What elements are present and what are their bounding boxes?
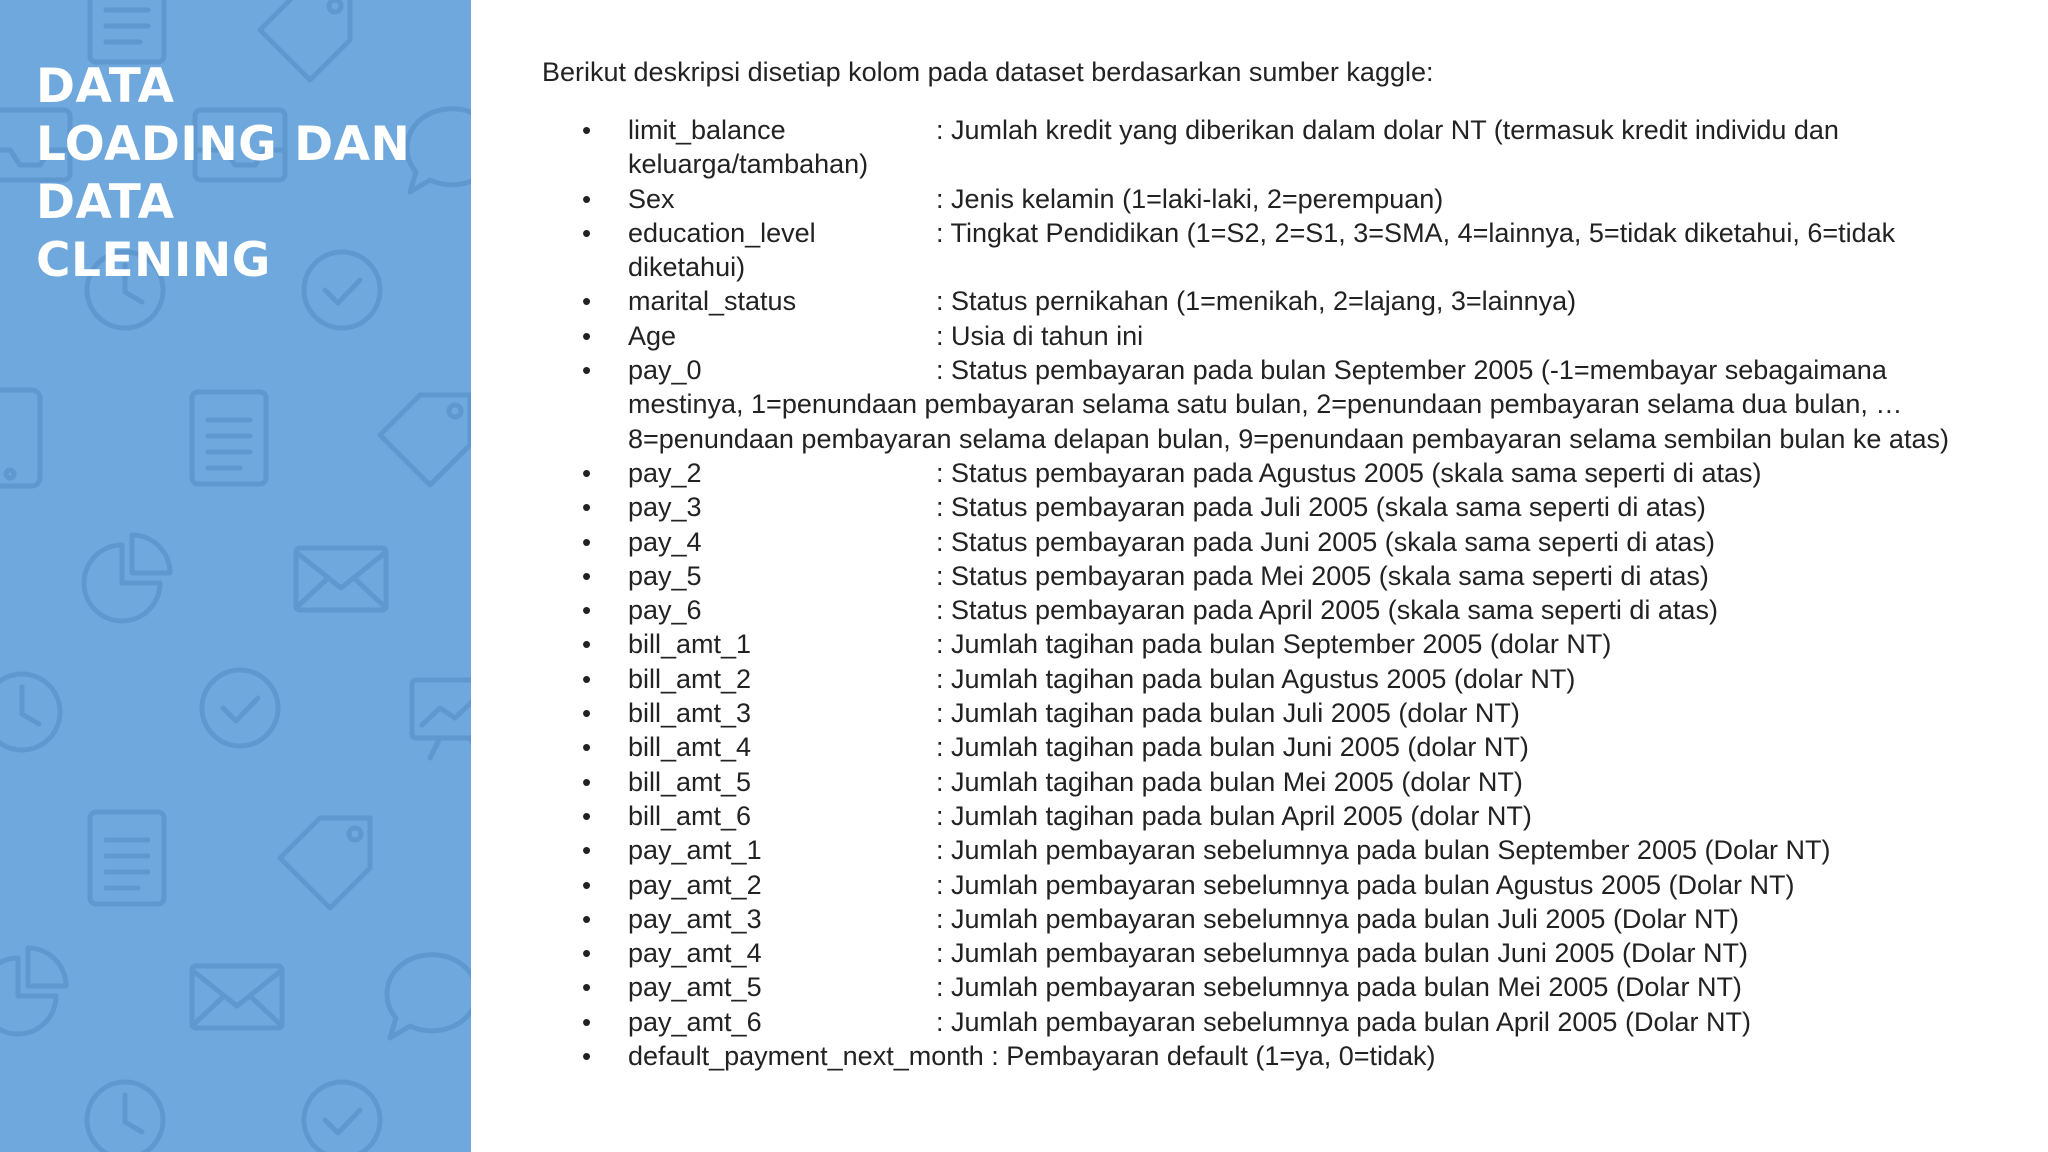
field-name: bill_amt_6 (628, 800, 752, 831)
bullet-dot: • (582, 217, 592, 248)
field-description: : Status pembayaran pada bulan September 2005 (-1=membayar sebagaimana mestinya, 1=penundaan pembayaran selama satu bulan, 2=penundaan pembayaran selama dua bulan, … 8=penundaan pembayaran selama delapan bulan, 9=penundaan pembayaran selama sembilan bulan ke atas) (628, 355, 1949, 454)
check-circle-icon (202, 670, 278, 746)
field-description: : Status pembayaran pada Mei 2005 (skala sama seperti di atas) (936, 560, 1709, 591)
bullet-dot: • (582, 698, 592, 729)
check-circle-icon (304, 1082, 380, 1152)
field-name: marital_status (628, 286, 797, 317)
bullet-dot: • (582, 355, 592, 386)
slide-title: DATA LOADING DAN DATA CLENING (36, 59, 411, 288)
field-name: default_payment_next_month (628, 1041, 984, 1072)
field-list-item (542, 765, 2002, 799)
field-list-item (542, 284, 2002, 318)
pie-chart-icon (0, 948, 66, 1034)
bullet-dot: • (582, 972, 592, 1003)
field-name: pay_2 (628, 457, 702, 488)
field-name: Age (628, 320, 677, 351)
bullet-dot: • (582, 732, 592, 763)
title-side-panel (0, 0, 471, 1152)
field-list-item (542, 216, 2002, 285)
field-list-item (542, 319, 2002, 353)
field-name: bill_amt_2 (628, 663, 752, 694)
bullet-dot: • (582, 835, 592, 866)
field-description: : Jumlah tagihan pada bulan April 2005 (dolar NT) (936, 800, 1532, 831)
field-description: : Status pembayaran pada April 2005 (skala sama seperti di atas) (936, 595, 1718, 626)
presentation-board-icon (412, 680, 471, 758)
field-list-item (542, 456, 2002, 490)
field-name: pay_amt_1 (628, 835, 762, 866)
field-list-item (542, 113, 2002, 182)
bullet-dot: • (582, 595, 592, 626)
bullet-dot: • (582, 903, 592, 934)
field-description: : Jumlah tagihan pada bulan Mei 2005 (dolar NT) (936, 766, 1523, 797)
field-name: pay_3 (628, 492, 702, 523)
field-list-item (542, 936, 2002, 970)
field-name: education_level (628, 217, 816, 248)
field-name: pay_amt_3 (628, 903, 762, 934)
field-name: pay_amt_2 (628, 869, 762, 900)
envelope-icon (192, 966, 282, 1028)
field-name: limit_balance (628, 115, 786, 145)
field-list-item (542, 182, 2002, 216)
field-list-item (542, 525, 2002, 559)
field-name: pay_amt_5 (628, 972, 762, 1003)
bullet-dot: • (582, 115, 592, 145)
field-description: : Jumlah pembayaran sebelumnya pada bulan Agustus 2005 (Dolar NT) (936, 869, 1795, 900)
field-name: pay_0 (628, 355, 702, 386)
field-list-item (542, 627, 2002, 661)
field-description: : Jumlah pembayaran sebelumnya pada bulan Juni 2005 (Dolar NT) (936, 938, 1748, 969)
document-icon (90, 812, 164, 904)
bullet-dot: • (582, 869, 592, 900)
intro-text: Berikut deskripsi disetiap kolom pada dataset berdasarkan sumber kaggle: (542, 57, 1434, 87)
bullet-dot: • (582, 629, 592, 660)
bullet-dot: • (582, 938, 592, 969)
field-description: : Jumlah tagihan pada bulan Agustus 2005 (dolar NT) (936, 663, 1576, 694)
field-description: : Status pernikahan (1=menikah, 2=lajang, 3=lainnya) (936, 286, 1577, 317)
field-description: : Status pembayaran pada Juni 2005 (skala sama seperti di atas) (936, 526, 1715, 557)
field-description: : Usia di tahun ini (936, 320, 1144, 351)
field-description: : Pembayaran default (1=ya, 0=tidak) (991, 1041, 1436, 1072)
field-name: pay_amt_6 (628, 1006, 762, 1037)
field-name: bill_amt_1 (628, 629, 752, 660)
field-description: : Tingkat Pendidikan (1=S2, 2=S1, 3=SMA, 4=lainnya, 5=tidak diketahui, 6=tidak diketahui) (628, 217, 1896, 283)
envelope-icon (296, 548, 386, 610)
field-name: bill_amt_4 (628, 732, 752, 763)
field-name: bill_amt_5 (628, 766, 752, 797)
field-description: : Jumlah kredit yang diberikan dalam dolar NT (termasuk kredit individu dan keluarga/tambahan) (628, 115, 1839, 180)
field-description: : Jumlah tagihan pada bulan September 2005 (dolar NT) (936, 629, 1612, 660)
field-description: : Jumlah pembayaran sebelumnya pada bulan September 2005 (Dolar NT) (936, 835, 1831, 866)
content-area (542, 52, 2002, 1073)
field-list-item (542, 1039, 2002, 1073)
bullet-dot: • (582, 320, 592, 351)
field-name: pay_6 (628, 595, 702, 626)
field-description: : Jenis kelamin (1=laki-laki, 2=perempuan) (936, 183, 1444, 214)
field-description-list (542, 113, 2002, 1073)
bullet-dot: • (582, 800, 592, 831)
clock-icon (87, 1082, 163, 1152)
field-name: pay_4 (628, 526, 702, 557)
field-list-item (542, 559, 2002, 593)
field-description: : Jumlah tagihan pada bulan Juli 2005 (dolar NT) (936, 698, 1520, 729)
field-list-item (542, 902, 2002, 936)
field-list-item (542, 490, 2002, 524)
clock-icon (0, 674, 60, 750)
document-icon (192, 392, 266, 484)
field-description: : Jumlah pembayaran sebelumnya pada bulan Mei 2005 (Dolar NT) (936, 972, 1742, 1003)
bullet-dot: • (582, 1041, 592, 1072)
field-list-item (542, 593, 2002, 627)
tag-icon (380, 395, 470, 485)
pie-chart-icon (84, 535, 170, 621)
bullet-dot: • (582, 1006, 592, 1037)
field-description: : Jumlah tagihan pada bulan Juni 2005 (dolar NT) (936, 732, 1529, 763)
bullet-dot: • (582, 766, 592, 797)
field-description: : Jumlah pembayaran sebelumnya pada bulan April 2005 (Dolar NT) (936, 1006, 1751, 1037)
field-description: : Status pembayaran pada Agustus 2005 (skala sama seperti di atas) (936, 457, 1762, 488)
bullet-dot: • (582, 457, 592, 488)
field-name: Sex (628, 183, 675, 214)
bullet-dot: • (582, 560, 592, 591)
field-name: bill_amt_3 (628, 698, 752, 729)
field-list-item (542, 696, 2002, 730)
chat-bubble-icon (387, 955, 471, 1038)
document-icon (90, 0, 164, 62)
tag-icon (280, 818, 370, 908)
bullet-dot: • (582, 183, 592, 214)
field-name: pay_5 (628, 560, 702, 591)
field-list-item (542, 662, 2002, 696)
bullet-dot: • (582, 286, 592, 317)
field-list-item (542, 868, 2002, 902)
tablet-icon (0, 390, 40, 486)
field-list-item (542, 799, 2002, 833)
bullet-dot: • (582, 492, 592, 523)
field-description: : Jumlah pembayaran sebelumnya pada bulan Juli 2005 (Dolar NT) (936, 903, 1739, 934)
field-list-item (542, 970, 2002, 1004)
bullet-dot: • (582, 663, 592, 694)
field-description: : Status pembayaran pada Juli 2005 (skala sama seperti di atas) (936, 492, 1706, 523)
field-name: pay_amt_4 (628, 938, 762, 969)
bullet-dot: • (582, 526, 592, 557)
field-list-item (542, 730, 2002, 764)
field-list-item (542, 833, 2002, 867)
field-list-item (542, 1005, 2002, 1039)
field-list-item (542, 353, 2002, 456)
